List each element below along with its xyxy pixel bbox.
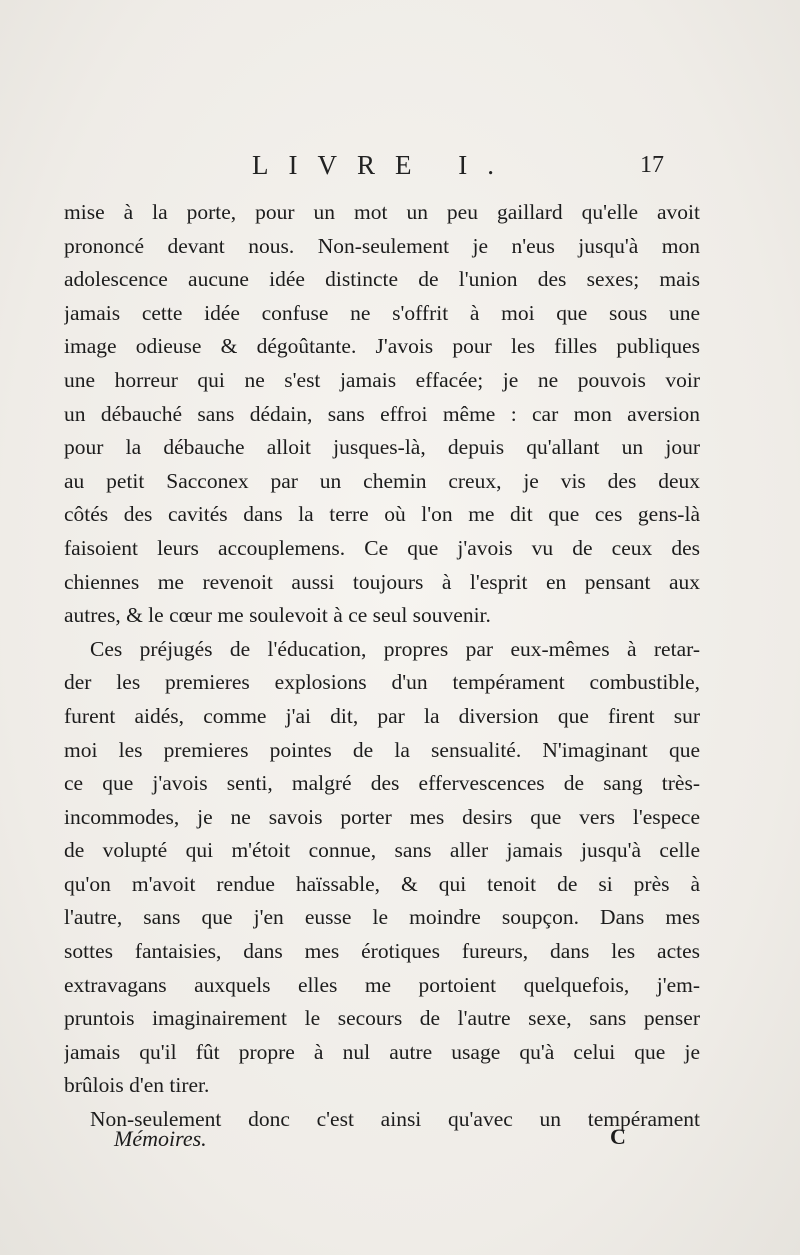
- text-line: au petit Sacconex par un chemin creux, je vis des deux: [64, 468, 700, 493]
- text-line: Non-seulement donc c'est ainsi qu'avec un tempérament: [90, 1107, 700, 1132]
- text-line: moi les premieres pointes de la sensualité. N'imaginant que: [64, 737, 700, 762]
- text-line: prononcé devant nous. Non-seulement je n'eus jusqu'à mon: [64, 233, 700, 258]
- text-line: furent aidés, comme j'ai dit, par la diversion que firent sur: [64, 703, 700, 728]
- page-number: 17: [640, 152, 664, 178]
- text-line: extravagans auxquels elles me portoient quelquefois, j'em-: [64, 972, 700, 997]
- body-text: [64, 196, 700, 1137]
- text-line: adolescence aucune idée distincte de l'union des sexes; mais: [64, 267, 700, 292]
- text-line: de volupté qui m'étoit connue, sans aller jamais jusqu'à celle: [64, 838, 700, 863]
- text-line: qu'on m'avoit rendue haïssable, & qui tenoit de si près à: [64, 871, 700, 896]
- text-line: brûlois d'en tirer.: [64, 1073, 210, 1098]
- page-header: [0, 150, 800, 190]
- text-line: image odieuse & dégoûtante. J'avois pour les filles publiques: [64, 334, 700, 359]
- page-footer: [0, 1126, 800, 1166]
- running-title: LIVRE I.: [252, 150, 514, 180]
- text-line: ce que j'avois senti, malgré des effervescences de sang très-: [64, 771, 700, 796]
- text-line: der les premieres explosions d'un tempérament combustible,: [64, 670, 700, 695]
- text-line: faisoient leurs accouplemens. Ce que j'avois vu de ceux des: [64, 535, 700, 560]
- text-line: jamais cette idée confuse ne s'offrit à moi que sous une: [64, 300, 700, 325]
- text-line: autres, & le cœur me soulevoit à ce seul souvenir.: [64, 603, 491, 628]
- text-line: pruntois imaginairement le secours de l'autre sexe, sans penser: [64, 1006, 700, 1031]
- catchword: Mémoires.: [114, 1126, 207, 1151]
- text-line: côtés des cavités dans la terre où l'on me dit que ces gens-là: [64, 502, 700, 527]
- text-line: jamais qu'il fût propre à nul autre usage qu'à celui que je: [64, 1039, 700, 1064]
- text-line: sottes fantaisies, dans mes érotiques fureurs, dans les actes: [64, 939, 700, 964]
- signature-mark: C: [610, 1124, 626, 1149]
- text-line: mise à la porte, pour un mot un peu gaillard qu'elle avoit: [64, 200, 700, 224]
- text-line: pour la débauche alloit jusques-là, depuis qu'allant un jour: [64, 435, 700, 460]
- text-line: l'autre, sans que j'en eusse le moindre soupçon. Dans mes: [64, 905, 700, 930]
- text-line: Ces préjugés de l'éducation, propres par eux-mêmes à retar-: [90, 636, 700, 661]
- text-line: incommodes, je ne savois porter mes desirs que vers l'espece: [64, 804, 700, 829]
- text-line: une horreur qui ne s'est jamais effacée; je ne pouvois voir: [64, 367, 700, 392]
- text-line: chiennes me revenoit aussi toujours à l'esprit en pensant aux: [64, 569, 700, 594]
- text-line: un débauché sans dédain, sans effroi même : car mon aversion: [64, 401, 700, 426]
